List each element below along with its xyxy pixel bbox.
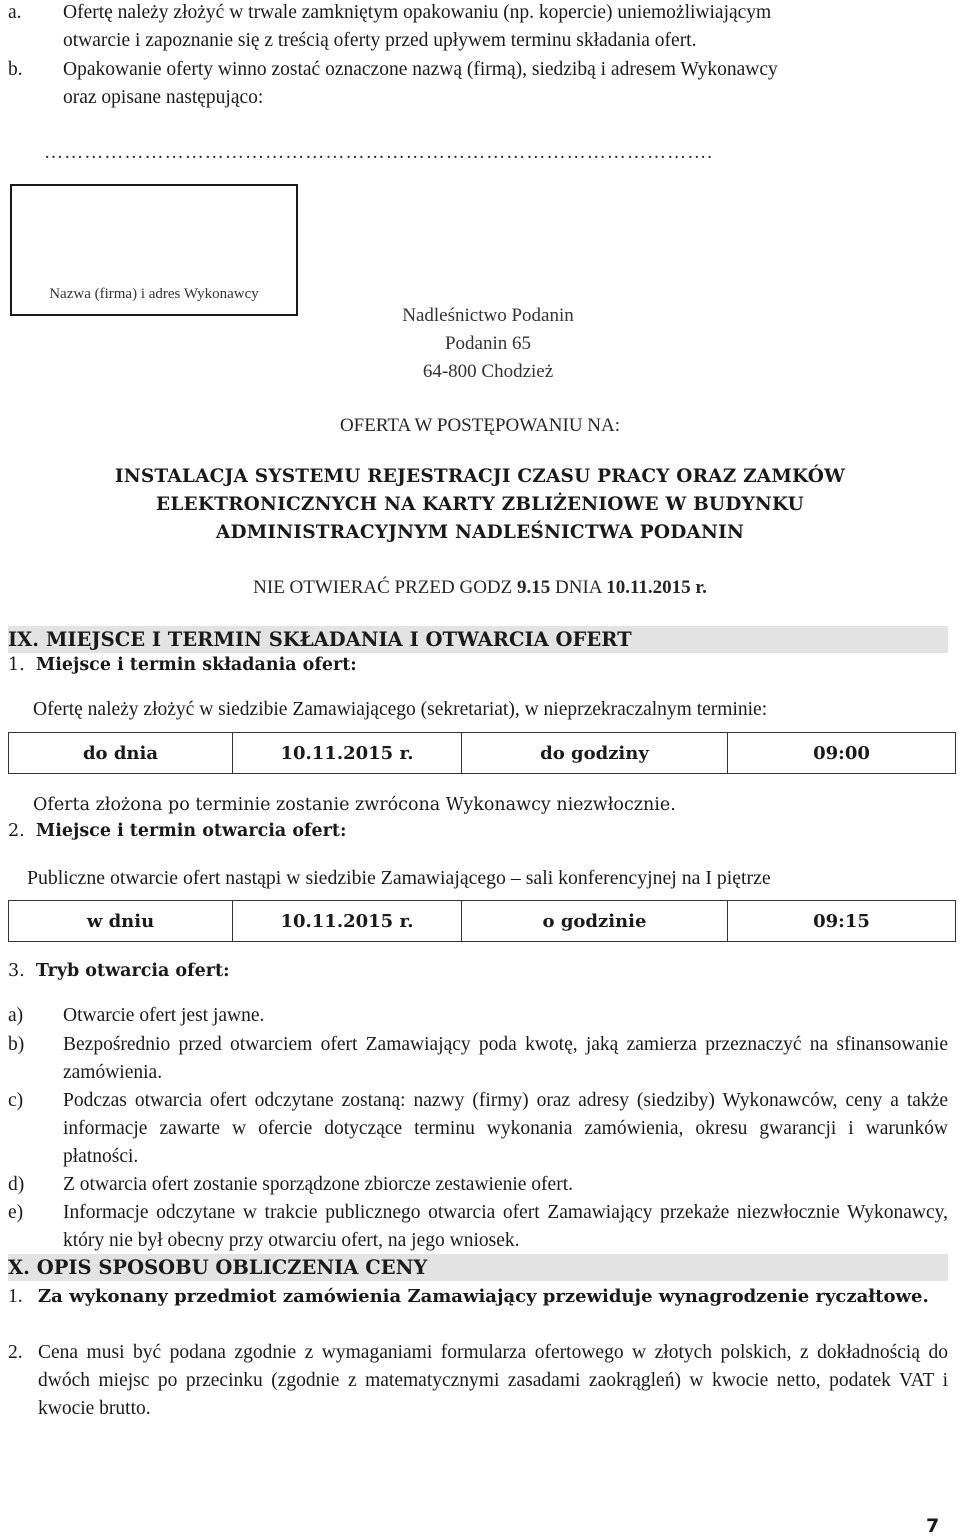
opening-schedule-table <box>8 900 956 942</box>
do-not-open-mid: DNIA <box>550 577 607 598</box>
list-item-b-line1: Opakowanie oferty winno zostać oznaczone nazwą (firmą), siedzibą i adresem Wykonawcy <box>63 59 778 80</box>
list-item-a-marker: a. <box>8 2 22 23</box>
opening-rule-a-marker: a) <box>8 1005 24 1026</box>
do-not-open-notice <box>0 574 960 602</box>
submission-time-value: 09:00 <box>728 733 956 774</box>
opening-rule-b <box>8 1031 948 1087</box>
opening-rule-e-text: Informacje odczytane w trakcie publicznego otwarcia ofert Zamawiający przekaże niezwłocznie Wykonawcy, który nie był obecny przy otwarciu ofert, na jego wniosek. <box>63 1202 948 1251</box>
list-item-a-line1: Ofertę należy złożyć w trwale zamkniętym opakowaniu (np. kopercie) uniemożliwiającym <box>63 2 772 23</box>
opening-rule-b-text: Bezpośrednio przed otwarciem ofert Zamawiający poda kwotę, jaką zamierza przeznaczyć na sfinansowanie zamówienia. <box>63 1034 948 1083</box>
opening-date-value: 10.11.2015 r. <box>233 901 462 942</box>
recipient-street: Podanin 65 <box>444 333 532 354</box>
opening-rule-c <box>8 1087 948 1171</box>
opening-date-label: w dniu <box>9 901 233 942</box>
do-not-open-prefix: NIE OTWIERAĆ PRZED GODZ <box>253 577 517 598</box>
page-number: 7 <box>926 1515 940 1537</box>
section-ix-title: IX. MIEJSCE I TERMIN SKŁADANIA I OTWARCIA OFERT <box>8 628 632 651</box>
offer-subject-line3: ADMINISTRACYJNYM NADLEŚNICTWA PODANIN <box>215 522 745 543</box>
item1-text: Ofertę należy złożyć w siedzibie Zamawiającego (sekretariat), w nieprzekraczalnym terminie: <box>33 699 768 720</box>
item2-number: 2. <box>8 821 25 841</box>
price-rule-2-marker: 2. <box>8 1342 23 1363</box>
late-offer-note: Oferta złożona po terminie zostanie zwrócona Wykonawcy niezwłocznie. <box>33 795 676 815</box>
opening-rule-a-text: Otwarcie ofert jest jawne. <box>63 1005 265 1026</box>
price-rule-1-text: Za wykonany przedmiot zamówienia Zamawiający przewiduje wynagrodzenie ryczałtowe. <box>38 1286 929 1307</box>
submission-deadline-table <box>8 732 956 774</box>
price-rule-2-text: Cena musi być podana zgodnie z wymaganiami formularza ofertowego w złotych polskich, z dokładnością do dwóch miejsc po przecinku (zgodnie z matematycznymi zasadami zaokrągleń) w kwocie netto, podatek VAT i kwocie brutto. <box>38 1342 948 1419</box>
opening-rule-d <box>8 1171 948 1199</box>
submission-date-value: 10.11.2015 r. <box>233 733 462 774</box>
item3-number: 3. <box>8 961 25 981</box>
recipient-city: 64-800 Chodzież <box>422 361 554 382</box>
opening-rule-b-marker: b) <box>8 1034 25 1055</box>
opening-rule-d-text: Z otwarcia ofert zostanie sporządzone zbiorcze zestawienie ofert. <box>63 1174 573 1195</box>
section-ix-item3-heading <box>8 958 230 985</box>
submission-date-label: do dnia <box>9 733 233 774</box>
price-rule-1-marker: 1. <box>8 1286 23 1307</box>
do-not-open-date: 10.11.2015 r. <box>606 577 707 598</box>
item3-title: Tryb otwarcia ofert: <box>35 961 230 981</box>
opening-time-label: o godzinie <box>462 901 728 942</box>
price-rule-2 <box>8 1339 948 1423</box>
section-ix-item2-heading <box>8 818 346 845</box>
list-item-b-line2: oraz opisane następująco: <box>63 87 264 108</box>
item1-number: 1. <box>8 655 25 675</box>
list-item-a-line2: otwarcie i zapoznanie się z treścią oferty przed upływem terminu składania ofert. <box>63 30 697 51</box>
section-x-title: X. OPIS SPOSOBU OBLICZENIA CENY <box>8 1256 428 1279</box>
list-item-b-marker: b. <box>8 59 23 80</box>
dotted-separator: ………………………………………………………………………………………. <box>44 142 714 163</box>
opening-rule-e <box>8 1199 948 1255</box>
item1-title: Miejsce i termin składania ofert: <box>35 655 357 675</box>
opening-rule-d-marker: d) <box>8 1174 25 1195</box>
offer-subject-line2: ELEKTRONICZNYCH NA KARTY ZBLIŻENIOWE W BUDYNKU <box>156 494 804 515</box>
opening-rule-c-text: Podczas otwarcia ofert odczytane zostaną: nazwy (firmy) oraz adresy (siedziby) Wykonawców, ceny a także informacje zawarte w ofercie dotyczące terminu wykonania zamówienia, okresu gwarancji i warunków płatności. <box>63 1090 948 1167</box>
section-ix-item1-heading <box>8 652 357 679</box>
opening-rule-c-marker: c) <box>8 1090 24 1111</box>
price-rule-1 <box>8 1283 948 1311</box>
offer-subject-line1: INSTALACJA SYSTEMU REJESTRACJI CZASU PRACY ORAZ ZAMKÓW <box>114 466 846 487</box>
offer-header: OFERTA W POSTĘPOWANIU NA: <box>339 415 621 436</box>
opening-rule-e-marker: e) <box>8 1202 24 1223</box>
do-not-open-time: 9.15 <box>517 577 551 598</box>
sender-label: Nazwa (firma) i adres Wykonawcy <box>49 286 259 302</box>
sender-box <box>10 184 298 316</box>
opening-rule-a <box>8 1002 948 1030</box>
recipient-name: Nadleśnictwo Podanin <box>402 305 574 326</box>
submission-time-label: do godziny <box>462 733 728 774</box>
opening-time-value: 09:15 <box>728 901 956 942</box>
item2-text: Publiczne otwarcie ofert nastąpi w siedzibie Zamawiającego – sali konferencyjnej na I piętrze <box>27 867 771 889</box>
item2-title: Miejsce i termin otwarcia ofert: <box>35 821 347 841</box>
